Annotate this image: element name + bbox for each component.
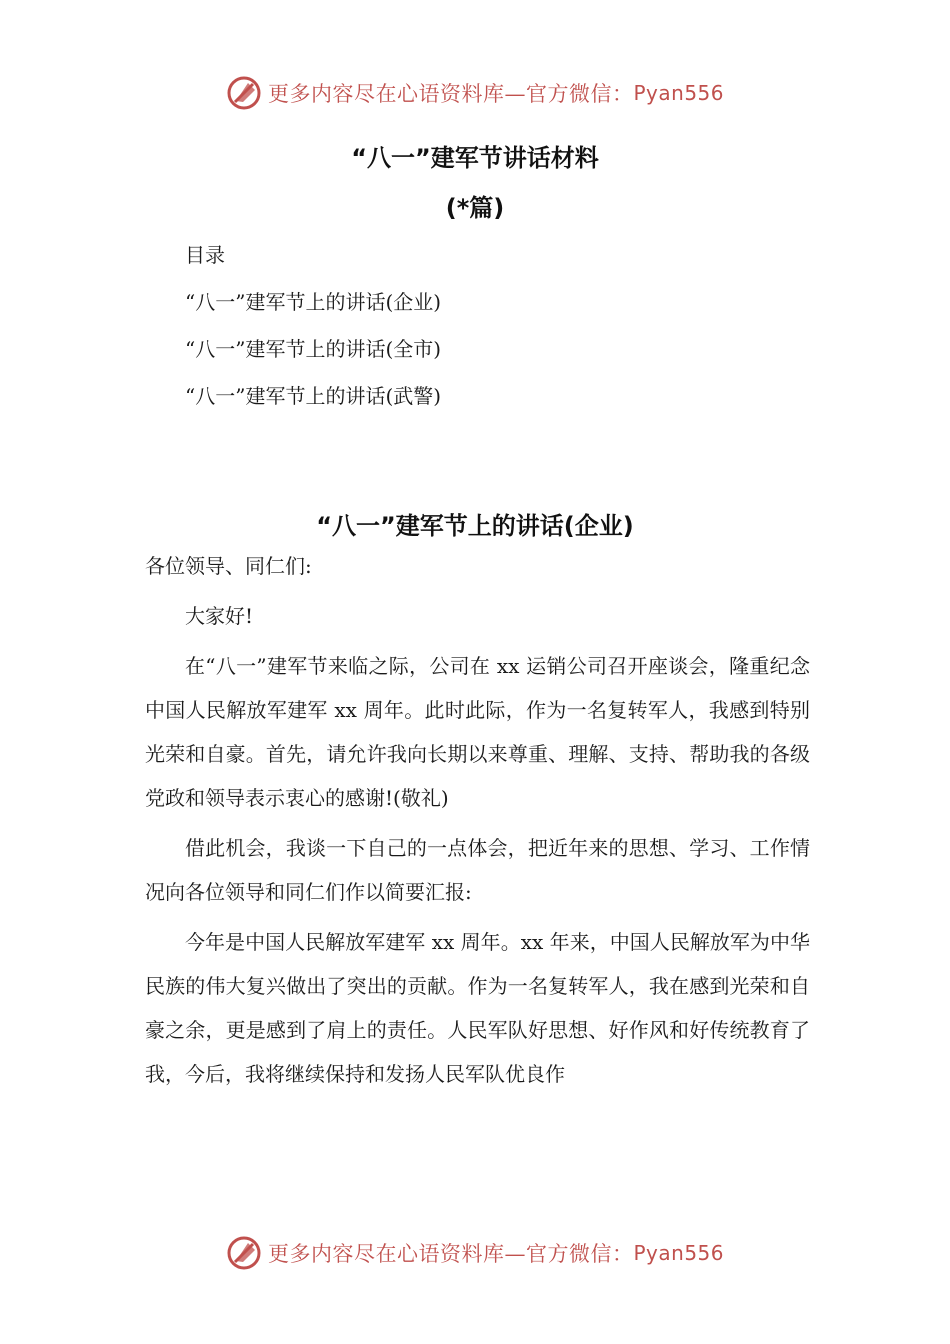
banner-text: 更多内容尽在心语资料库—官方微信：	[267, 1242, 634, 1266]
toc-item: “八一”建军节上的讲话(全市)	[185, 337, 442, 361]
toc-label: 目录	[185, 243, 225, 267]
header-banner	[0, 73, 950, 113]
document-subtitle: (*篇)	[445, 194, 505, 222]
salutation: 各位领导、同仁们:	[145, 554, 312, 578]
banner-text: 更多内容尽在心语资料库—官方微信：	[267, 82, 634, 106]
logo-icon	[226, 75, 262, 111]
paragraph: 今年是中国人民解放军建军 xx 周年。xx 年来，中国人民解放军为中华民族的伟大复兴做出了突出的贡献。作为一名复转军人，我在感到光荣和自豪之余，更是感到了肩上的责任。人民军队好思想、好作风和好传统教育了我，今后，我将继续保持和发扬人民军队优良作	[145, 930, 810, 1086]
paragraph: 在“八一”建军节来临之际，公司在 xx 运销公司召开座谈会，隆重纪念中国人民解放军建军 xx 周年。此时此际，作为一名复转军人，我感到特别光荣和自豪。首先，请允许我向长期以来尊重、理解、支持、帮助我的各级党政和领导表示衷心的感谢!(敬礼)	[145, 654, 810, 810]
speech-body	[145, 544, 810, 1096]
toc-item: “八一”建军节上的讲话(武警)	[185, 384, 442, 408]
document-title: “八一”建军节讲话材料	[351, 144, 599, 172]
logo-icon	[226, 1235, 262, 1271]
section-title: “八一”建军节上的讲话(企业)	[316, 512, 634, 540]
footer-banner	[0, 1233, 950, 1273]
banner-wechat: Pyan556	[633, 1241, 724, 1265]
paragraph: 借此机会，我谈一下自己的一点体会，把近年来的思想、学习、工作情况向各位领导和同仁们作以简要汇报:	[145, 836, 810, 904]
banner-wechat: Pyan556	[633, 81, 724, 105]
toc-item: “八一”建军节上的讲话(企业)	[185, 290, 442, 314]
table-of-contents	[185, 232, 441, 420]
greeting: 大家好!	[185, 604, 254, 628]
